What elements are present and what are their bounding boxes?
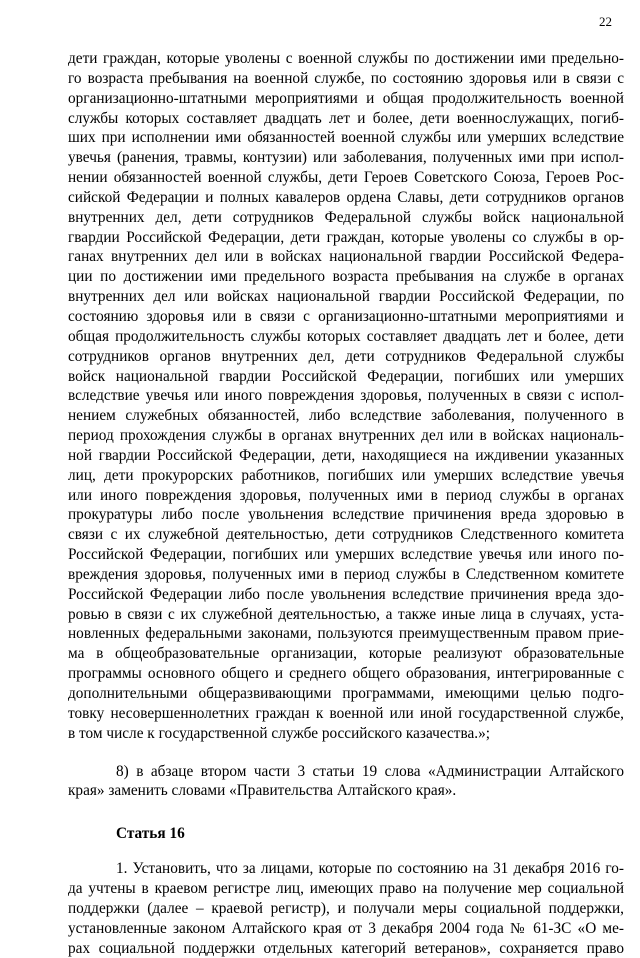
text-line: связи с их служебной деятельностью, дети сотрудников Следственного комитета (68, 526, 624, 544)
text-line: вследствие увечья или иного повреждения здоровья, полученных в связи с испол- (68, 387, 624, 405)
document-body (68, 49, 624, 958)
text-line: службы которых составляет двадцать лет и более, дети военнослужащих, погиб- (68, 109, 624, 127)
text-line: внутренних дел или войсках национальной гвардии Российской Федерации, по (68, 288, 624, 306)
text-line: сийской Федерации и полных кавалеров ордена Славы, дети сотрудников органов (68, 188, 624, 206)
text-line: или иного повреждения здоровья, полученных ими в период службы в органах (68, 486, 624, 504)
text-line: новленных федеральными законами, пользуются преимущественным правом прие- (68, 625, 624, 643)
article-heading: Статья 16 (116, 825, 185, 843)
text-line: ма в общеобразовательные организации, которые реализуют образовательные (68, 645, 624, 663)
text-line: войск национальной гвардии Российской Федерации, погибших или умерших (68, 367, 624, 385)
text-line: ции по достижении ими предельного возраста пребывания на службе в органах (68, 268, 624, 286)
text-line: дети граждан, которые уволены с военной службы по достижении ими предельно- (68, 50, 624, 67)
text-line: увечья (ранения, травмы, контузии) или заболевания, полученных ими при испол- (68, 149, 624, 167)
text-line: го возраста пребывания на военной службе, по состоянию здоровья или в связи с (68, 69, 624, 87)
spacer (68, 801, 624, 824)
text-line: нении обязанностей военной службы, дети Героев Советского Союза, Героев Рос- (68, 169, 624, 187)
text-line: ших при исполнении ими обязанностей военной службы или умерших вследствие (68, 129, 624, 147)
text-line: 8) в абзаце втором части 3 статьи 19 слова «Администрации Алтайского (116, 762, 624, 780)
text-line: внутренних дел, дети сотрудников Федеральной службы войск национальной (68, 208, 624, 226)
text-line: установленные законом Алтайского края от 3 декабря 2004 года № 61-ЗС «О ме- (68, 919, 624, 937)
text-line: нением служебных обязанностей, либо вследствие заболевания, полученного в (68, 407, 624, 425)
text-line: состоянию здоровья или в связи с организационно-штатными мероприятиями и (68, 307, 624, 325)
text-line: сотрудников органов внутренних дел, дети сотрудников Федеральной службы (68, 347, 624, 365)
text-line: 1. Установить, что за лицами, которые по состоянию на 31 декабря 2016 го- (116, 860, 624, 878)
text-line: Российской Федерации, погибших или умерших вследствие увечья или иного по- (68, 546, 624, 564)
text-line: программы основного общего и среднего общего образования, интегрированные с (68, 665, 624, 683)
text-line: гвардии Российской Федерации, дети граждан, которые уволены со службы в ор- (68, 228, 624, 246)
text-line: организационно-штатными мероприятиями и общая продолжительность военной (68, 89, 624, 107)
text-line: да учтены в краевом регистре лиц, имеющих право на получение мер социальной (68, 880, 624, 898)
spacer (68, 844, 624, 859)
amendment-item-8 (68, 762, 624, 802)
text-line: общая продолжительность службы которых составляет двадцать лет и более, дети (68, 327, 624, 345)
page-number: 22 (599, 14, 612, 29)
text-line: края» заменить словами «Правительства Алтайского края». (68, 782, 457, 800)
text-line: ной гвардии Российской Федерации, дети, находящиеся на иждивении указанных (68, 446, 624, 464)
paragraph-continuation (68, 49, 624, 744)
text-line: рах социальной поддержки отдельных категорий ветеранов», сохраняется право (68, 939, 624, 957)
article-paragraph-1 (68, 859, 624, 958)
text-line: прокуратуры либо после увольнения вследствие причинения вреда здоровью в (68, 506, 624, 524)
text-line: ганах внутренних дел или в войсках национальной гвардии Российской Федера- (68, 248, 624, 266)
text-line: лиц, дети прокурорских работников, погибших или умерших вследствие увечья (68, 466, 624, 484)
text-line: в том числе к государственной службе российского казачества.»; (68, 724, 491, 742)
text-line: товку несовершеннолетних граждан к военной или иной государственной службе, (68, 704, 624, 722)
text-line: период прохождения службы в органах внутренних дел или в войсках националь- (68, 427, 624, 445)
text-line: дополнительными общеразвивающими программами, имеющими целью подго- (68, 685, 624, 702)
text-line: ровью в связи с их служебной деятельностью, а также иные лица в случаях, уста- (68, 605, 624, 623)
spacer (68, 744, 624, 762)
text-line: поддержки (далее – краевой регистр), и получали меры социальной поддержки, (68, 899, 624, 917)
text-line: вреждения здоровья, полученных ими в период службы в Следственном комитете (68, 565, 624, 583)
text-line: Российской Федерации либо после увольнения вследствие причинения вреда здо- (68, 585, 624, 603)
